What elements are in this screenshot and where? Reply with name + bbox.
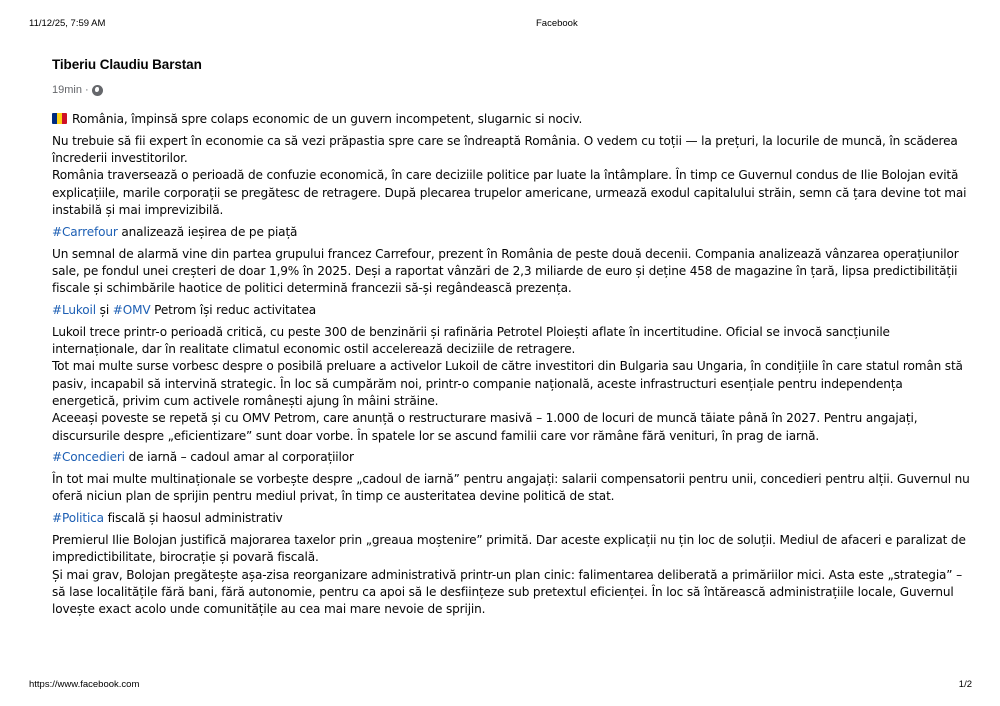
print-title: Facebook xyxy=(536,18,578,29)
print-page-number: 1/2 xyxy=(958,679,972,690)
post-meta xyxy=(52,82,972,98)
paragraph: Premierul Ilie Bolojan justifică majorarea taxelor prin „greaua moștenire” primită. Dar aceste explicații nu țin loc de soluții. Mediul de afaceri e paralizat de impredictibilitate, birocrație și povară fiscală. xyxy=(52,533,966,565)
paragraph: Un semnal de alarmă vine din partea grupului francez Carrefour, prezent în România de peste două decenii. Compania analizează vânzarea operațiunilor sale, pe fondul unei creșteri de doar 1,9% în 2025. Deși a raportat vânzări de 2,3 miliarde de euro și deține 458 de magazine în țară, lipsa predictibilității fiscale și schimbările haotice de politici determină francezii să-și regândească prezența. xyxy=(52,246,959,296)
globe-icon[interactable] xyxy=(92,85,103,96)
romania-flag-icon xyxy=(52,113,67,124)
heading-text: analizează ieșirea de pe piață xyxy=(117,224,298,239)
print-footer xyxy=(0,679,1000,691)
print-header xyxy=(0,18,1000,30)
paragraph: Tot mai multe surse vorbesc despre o posibilă preluare a activelor Lukoil de către investitori din Bulgaria sau Ungaria, în condițiile în care statul român stă pasiv, incapabil să intervină strategic. În loc să cumpărăm noi, printr-o companie națională, aceste infrastructuri esențiale pentru independența energetică, privim cum activele românești ajung în mâini străine. xyxy=(52,359,963,408)
paragraph: Lukoil trece printr-o perioadă critică, cu peste 300 de benzinării și rafinăria Petrotel Ploiești aflate în incertitudine. Oficial se invocă sancțiunile internaționale, dar în realitate climatul economic ostil accelerează deciziile de retragere. xyxy=(52,324,890,357)
hashtag-link[interactable]: #Carrefour xyxy=(52,224,118,239)
paragraph: Nu trebuie să fii expert în economie ca să vezi prăpastia spre care se îndreaptă România. O vedem cu toții — la prețuri, la locurile de muncă, în scăderea încrederii investitorilor. xyxy=(52,133,958,166)
paragraph: Și mai grav, Bolojan pregătește așa-zisa reorganizare administrativă printr-un plan cinic: falimentarea deliberată a primăriilor mici. Asta este „strategia” – să lase localitățile fără bani, fără autonomie, pentru ca apoi să le desființeze sub pretextul eficienței. În loc să întărească administrațiile locale, Guvernul lovește exact acolo unde comunitățile au cea mai mare nevoie de sprijin. xyxy=(52,567,963,617)
hashtag-link[interactable]: #Politica xyxy=(52,511,104,526)
paragraph: Aceeași poveste se repetă și cu OMV Petrom, care anunță o restructurare masivă – 1.000 de locuri de muncă tăiate până în 2027. Pentru angajați, discursurile despre „eficientizare” sunt doar vorbe. În spatele lor se ascund familii care vor rămâne fără venituri, în prag de iarnă. xyxy=(52,411,918,443)
paragraph: În tot mai multe multinaționale se vorbește despre „cadoul de iarnă” pentru angajați: salarii compensatorii pentru unii, concedieri pentru alții. Guvernul nu oferă niciun plan de sprijin pentru mediul privat, în timp ce austeritatea devine politică de stat. xyxy=(52,472,970,504)
heading-text: fiscală și haosul administrativ xyxy=(103,511,283,526)
heading-text: Petrom își reduc activitatea xyxy=(150,302,317,317)
facebook-post xyxy=(52,57,972,623)
hashtag-link[interactable]: #Lukoil xyxy=(52,302,96,317)
intro-text: România, împinsă spre colaps economic de un guvern incompetent, slugarnic si nociv. xyxy=(72,112,583,126)
section-heading-politica xyxy=(52,510,972,527)
heading-text: și xyxy=(95,302,113,317)
section-heading-carrefour xyxy=(52,224,972,241)
post-body xyxy=(52,111,972,619)
post-time[interactable]: 19min xyxy=(52,84,82,96)
hashtag-link[interactable]: #OMV xyxy=(112,302,151,317)
print-date: 11/12/25, 7:59 AM xyxy=(29,18,106,29)
paragraph: România traversează o perioadă de confuzie economică, în care deciziile politice par luate la întâmplare. În timp ce Guvernul condus de Ilie Bolojan evită explicațiile, marile corporații se pregătesc de retragere. După plecarea trupelor americane, urmează exodul capitalului străin, semn că țara devine tot mai instabilă și mai imprevizibilă. xyxy=(52,168,967,217)
post-intro xyxy=(52,111,972,128)
hashtag-link[interactable]: #Concedieri xyxy=(52,450,125,465)
post-author[interactable]: Tiberiu Claudiu Barstan xyxy=(52,57,202,72)
heading-text: de iarnă – cadoul amar al corporațiilor xyxy=(124,450,354,465)
section-heading-concedieri xyxy=(52,449,972,466)
print-url: https://www.facebook.com xyxy=(29,679,140,690)
section-heading-lukoil-omv xyxy=(52,302,972,319)
meta-separator: · xyxy=(84,84,89,96)
